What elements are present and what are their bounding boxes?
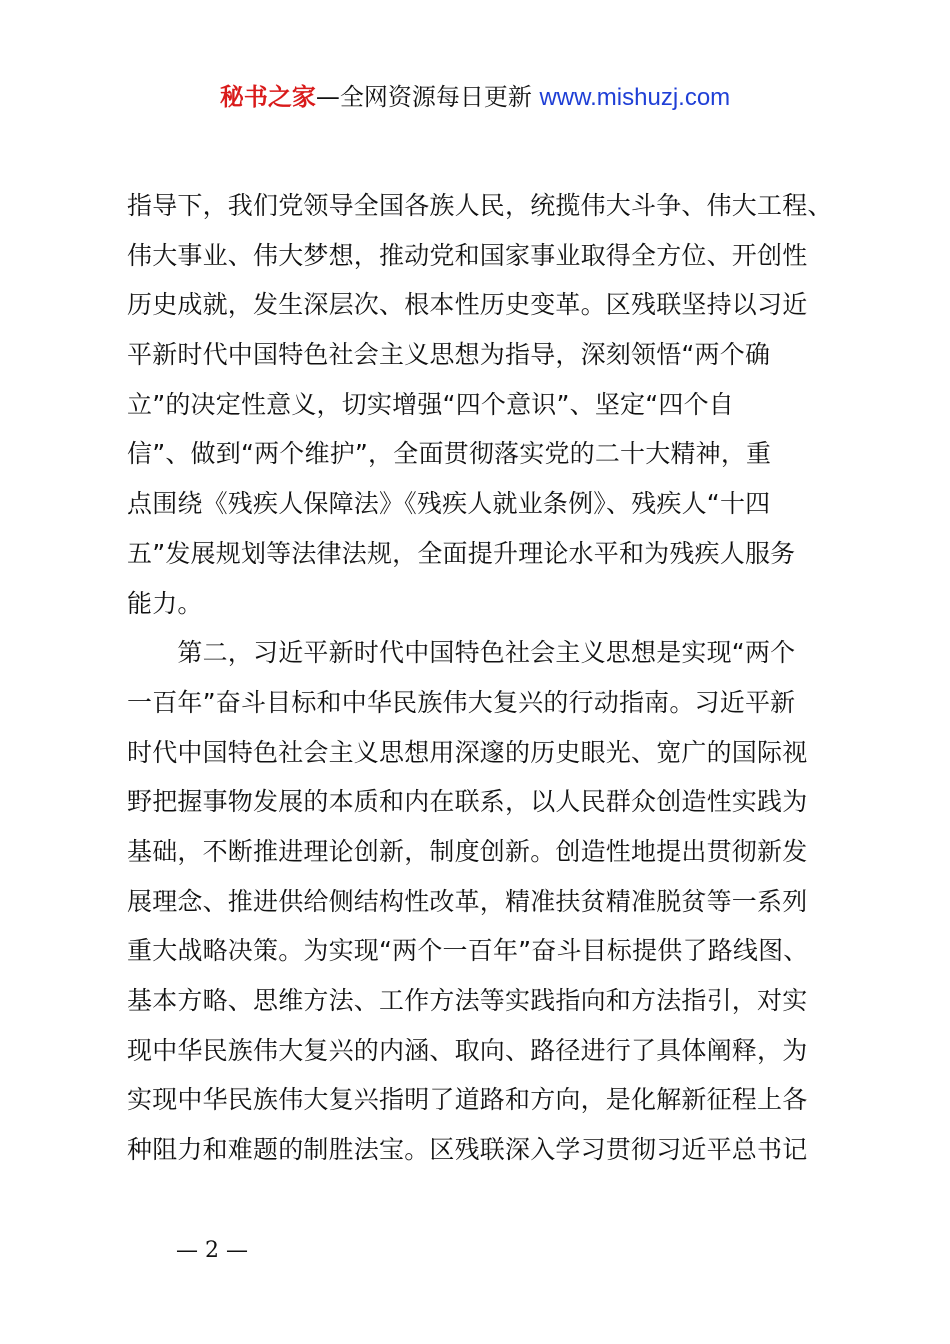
text-line: 历史成就，发生深层次、根本性历史变革。区残联坚持以习近 xyxy=(127,290,808,320)
page-number: — 2 — xyxy=(176,1238,248,1263)
text-line: 能力。 xyxy=(127,588,203,618)
site-brand: 秘书之家 xyxy=(219,83,316,111)
text-line: 种阻力和难题的制胜法宝。区残联深入学习贯彻习近平总书记 xyxy=(127,1135,808,1165)
text-line: 时代中国特色社会主义思想用深邃的历史眼光、宽广的国际视 xyxy=(127,737,808,767)
text-line: 点围绕《残疾人保障法》《残疾人就业条例》、残疾人“十四 xyxy=(127,489,771,519)
text-line: 指导下，我们党领导全国各族人民，统揽伟大斗争、伟大工程、 xyxy=(127,191,833,220)
site-url-link[interactable]: www.mishuzj.com xyxy=(539,84,731,111)
document-body xyxy=(127,181,847,1175)
text-line: 五”发展规划等法律法规，全面提升理论水平和为残疾人服务 xyxy=(127,538,796,568)
text-line: 伟大事业、伟大梦想，推动党和国家事业取得全方位、开创性 xyxy=(127,240,808,270)
text-line: 基本方略、思维方法、工作方法等实践指向和方法指引，对实 xyxy=(127,986,808,1015)
text-line: 现中华民族伟大复兴的内涵、取向、路径进行了具体阐释，为 xyxy=(127,1035,808,1065)
page-header xyxy=(0,80,950,115)
text-line: 第二，习近平新时代中国特色社会主义思想是实现“两个 xyxy=(127,638,796,668)
text-line: 展理念、推进供给侧结构性改革，精准扶贫精准脱贫等一系列 xyxy=(127,886,808,916)
site-tagline: —全网资源每日更新 xyxy=(315,83,540,111)
text-line: 一百年”奋斗目标和中华民族伟大复兴的行动指南。习近平新 xyxy=(127,687,796,717)
text-line: 实现中华民族伟大复兴指明了道路和方向，是化解新征程上各 xyxy=(127,1085,808,1115)
text-line: 基础，不断推进理论创新，制度创新。创造性地提出贯彻新发 xyxy=(127,836,808,866)
text-line: 平新时代中国特色社会主义思想为指导，深刻领悟“两个确 xyxy=(127,340,771,370)
text-line: 野把握事物发展的本质和内在联系，以人民群众创造性实践为 xyxy=(127,787,808,817)
text-line: 立”的决定性意义，切实增强“四个意识”、坚定“四个自 xyxy=(127,389,735,419)
text-line: 信”、做到“两个维护”，全面贯彻落实党的二十大精神，重 xyxy=(127,439,772,469)
text-line: 重大战略决策。为实现“两个一百年”奋斗目标提供了路线图、 xyxy=(127,936,809,966)
